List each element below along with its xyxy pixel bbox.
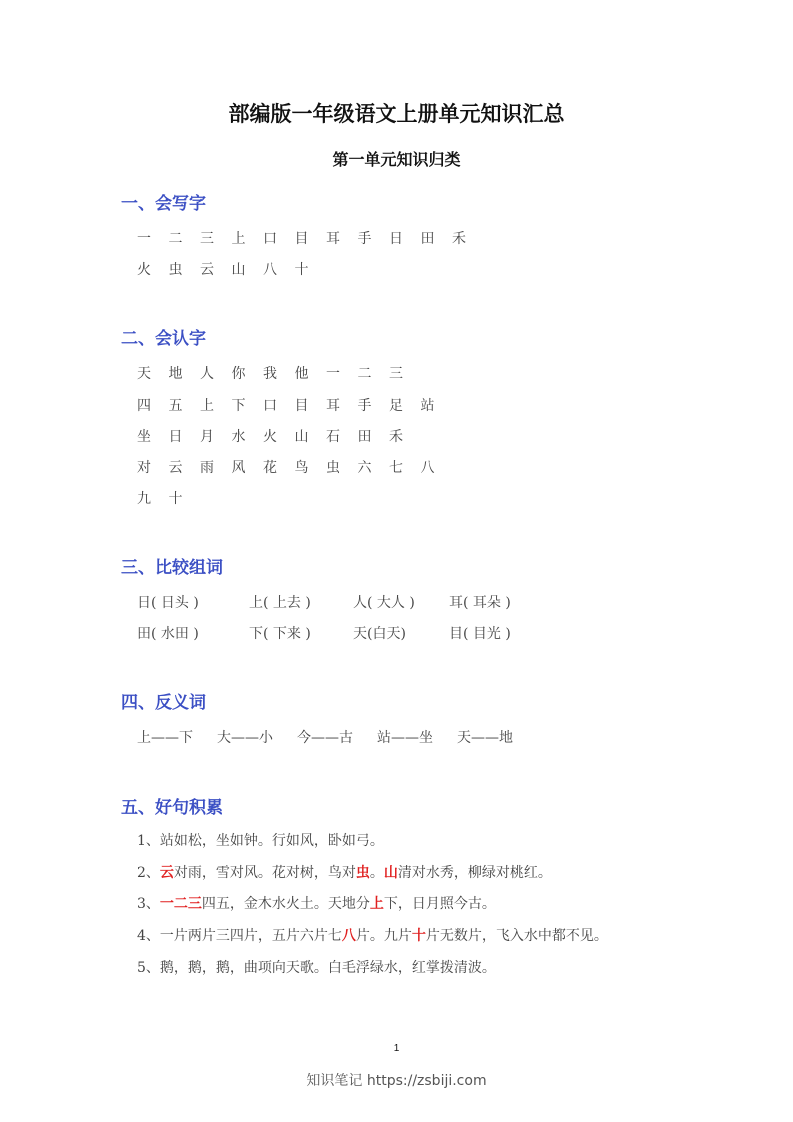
compare-word: 耳( 耳朵 ) xyxy=(449,595,511,611)
compare-word: 天(白天) xyxy=(353,626,406,642)
character: 目 xyxy=(294,398,309,414)
highlighted-text: 一二三 xyxy=(159,896,202,912)
character: 石 xyxy=(326,429,340,445)
character-row xyxy=(0,395,793,419)
highlighted-text: 八 xyxy=(341,928,356,944)
sentence-text: 3、 xyxy=(137,896,160,912)
character: 山 xyxy=(231,262,246,278)
character: 日 xyxy=(168,429,183,445)
compare-row xyxy=(0,623,793,647)
sentence-text: 1、站如松，坐如钟。行如风，卧如弓。 xyxy=(137,833,384,849)
character: 山 xyxy=(294,429,309,445)
antonym-pair: 站——坐 xyxy=(377,730,433,746)
character: 他 xyxy=(294,366,309,382)
compare-word: 人( 大人 ) xyxy=(353,595,415,611)
character: 目 xyxy=(294,231,309,247)
character: 我 xyxy=(263,366,277,382)
character: 六 xyxy=(357,460,372,476)
character: 八 xyxy=(263,262,277,278)
character: 下 xyxy=(231,398,246,414)
character: 耳 xyxy=(326,398,340,414)
sentence-line xyxy=(137,925,608,945)
character: 十 xyxy=(168,491,183,507)
sentence-text: 片无数片，飞入水中都不见。 xyxy=(425,928,608,944)
character: 田 xyxy=(357,429,372,445)
character: 三 xyxy=(200,231,214,247)
character: 二 xyxy=(168,231,183,247)
character: 坐 xyxy=(137,429,151,445)
antonym-pair: 天——地 xyxy=(457,730,513,746)
character: 耳 xyxy=(326,231,340,247)
character-row xyxy=(0,457,793,481)
character: 口 xyxy=(263,398,277,414)
highlighted-text: 云 xyxy=(159,865,174,881)
character: 站 xyxy=(420,398,435,414)
sentence-text: 四五，金木水火土。天地分 xyxy=(201,896,370,912)
section-heading-antonyms: 四、反义词 xyxy=(121,693,206,713)
compare-row xyxy=(0,592,793,616)
section-heading-compare: 三、比较组词 xyxy=(121,558,223,578)
character: 风 xyxy=(231,460,246,476)
sentence-text: 清对水秀，柳绿对桃红。 xyxy=(397,865,552,881)
character: 五 xyxy=(168,398,183,414)
character: 上 xyxy=(231,231,246,247)
character: 人 xyxy=(200,366,214,382)
compare-word: 下( 下来 ) xyxy=(249,626,311,642)
sentence-line xyxy=(137,862,552,882)
highlighted-text: 虫 xyxy=(355,865,370,881)
character: 九 xyxy=(137,491,151,507)
character: 手 xyxy=(357,398,372,414)
highlighted-text: 上 xyxy=(369,896,384,912)
compare-word: 日( 日头 ) xyxy=(137,595,199,611)
antonym-pair: 大——小 xyxy=(217,730,273,746)
character: 上 xyxy=(200,398,214,414)
character: 虫 xyxy=(326,460,340,476)
character: 足 xyxy=(389,398,403,414)
compare-word: 上( 上去 ) xyxy=(249,595,311,611)
character-row xyxy=(0,259,793,283)
character-row xyxy=(0,426,793,450)
character: 花 xyxy=(263,460,277,476)
document-subtitle: 第一单元知识归类 xyxy=(332,150,461,169)
sentence-text: 2、 xyxy=(137,865,160,881)
character: 水 xyxy=(231,429,246,445)
compare-word: 田( 水田 ) xyxy=(137,626,199,642)
character: 禾 xyxy=(389,429,403,445)
character: 七 xyxy=(389,460,403,476)
antonym-row xyxy=(0,727,793,751)
character-row xyxy=(0,488,793,512)
character: 云 xyxy=(168,460,183,476)
character: 月 xyxy=(200,429,214,445)
character: 四 xyxy=(137,398,151,414)
character: 对 xyxy=(137,460,151,476)
footer-watermark: 知识笔记 https://zsbiji.com xyxy=(306,1073,487,1089)
character: 鸟 xyxy=(294,460,309,476)
sentence-text: 下，日月照今古。 xyxy=(383,896,496,912)
sentence-text: 。 xyxy=(369,865,384,881)
character: 禾 xyxy=(452,231,466,247)
character: 火 xyxy=(137,262,151,278)
section-heading-sentences: 五、好句积累 xyxy=(121,798,223,818)
compare-word: 目( 目光 ) xyxy=(449,626,511,642)
section-heading-write: 一、会写字 xyxy=(121,194,206,214)
document-title: 部编版一年级语文上册单元知识汇总 xyxy=(228,102,565,126)
character: 虫 xyxy=(168,262,183,278)
sentence-text: 5、鹅，鹅，鹅，曲项向天歌。白毛浮绿水，红掌拨清波。 xyxy=(137,960,496,976)
antonym-pair: 今——古 xyxy=(297,730,353,746)
sentence-line xyxy=(137,957,496,977)
character: 地 xyxy=(168,366,183,382)
character: 手 xyxy=(357,231,372,247)
character: 一 xyxy=(326,366,340,382)
sentence-line xyxy=(137,893,496,913)
character: 雨 xyxy=(200,460,214,476)
sentence-line xyxy=(137,830,384,850)
sentence-text: 对雨，雪对风。花对树，鸟对 xyxy=(173,865,356,881)
character: 十 xyxy=(294,262,309,278)
character: 你 xyxy=(231,366,246,382)
character-row xyxy=(0,228,793,252)
highlighted-text: 十 xyxy=(411,928,426,944)
character: 一 xyxy=(137,231,151,247)
character-row xyxy=(0,363,793,387)
character: 二 xyxy=(357,366,372,382)
character: 天 xyxy=(137,366,151,382)
character: 火 xyxy=(263,429,277,445)
character: 三 xyxy=(389,366,403,382)
antonym-pair: 上——下 xyxy=(137,730,193,746)
character: 口 xyxy=(263,231,277,247)
character: 八 xyxy=(420,460,435,476)
sentence-text: 4、一片两片三四片，五片六片七 xyxy=(137,928,342,944)
page-number: 1 xyxy=(393,1043,400,1054)
character: 田 xyxy=(420,231,435,247)
sentence-text: 片。九片 xyxy=(355,928,412,944)
character: 日 xyxy=(389,231,403,247)
highlighted-text: 山 xyxy=(383,865,398,881)
section-heading-recognize: 二、会认字 xyxy=(121,329,206,349)
character: 云 xyxy=(200,262,214,278)
